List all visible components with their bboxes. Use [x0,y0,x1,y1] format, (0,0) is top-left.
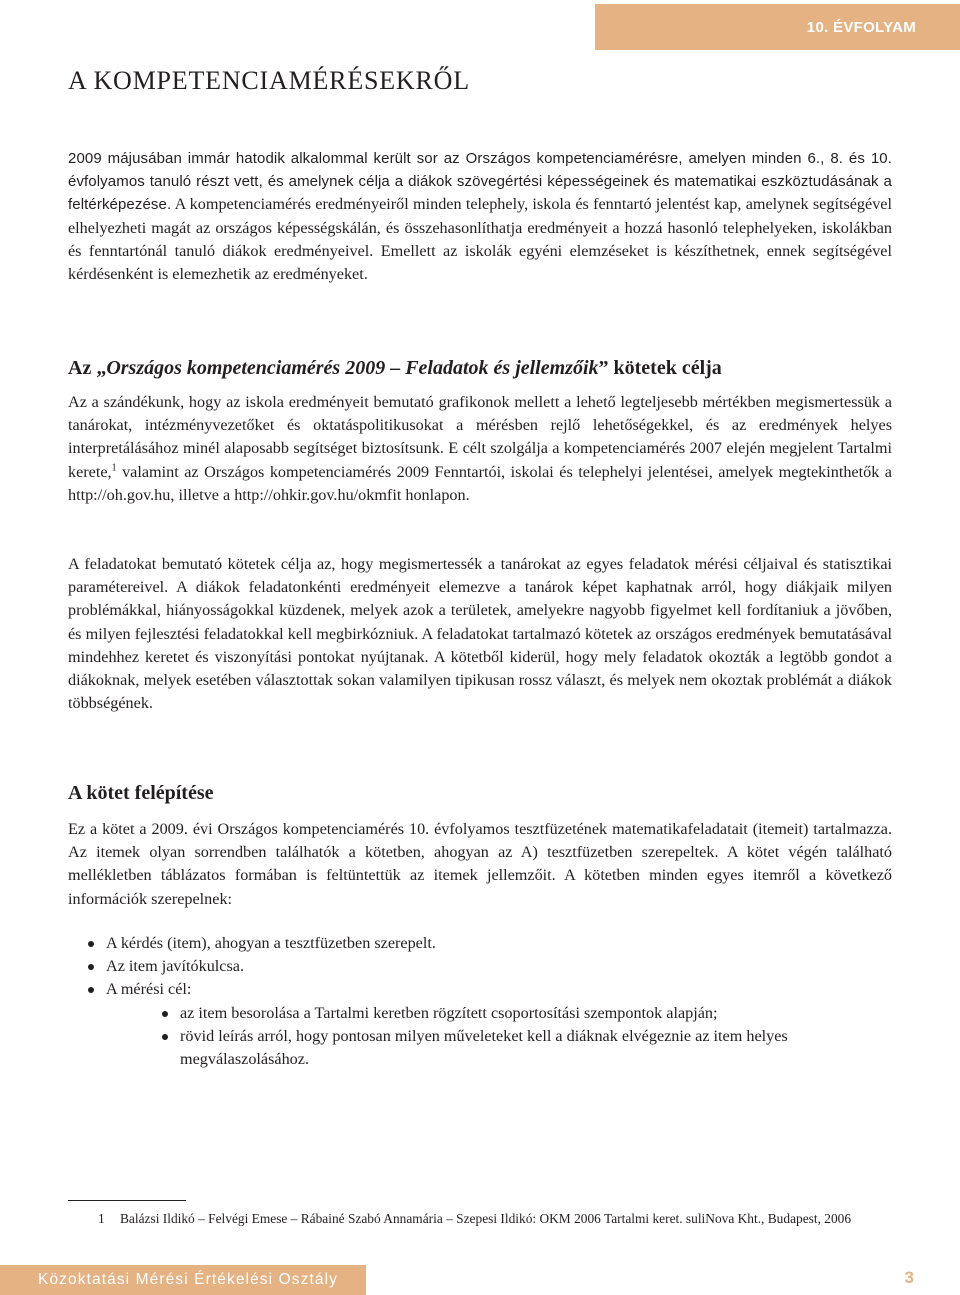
list-item [68,978,892,1071]
info-list [68,932,892,1071]
grade-label: 10. ÉVFOLYAM [806,18,916,36]
footer-organization: Közoktatási Mérési Értékelési Osztály [38,1271,338,1288]
sub-list-item-text: az item besorolása a Tartalmi keretben rögzített csoportosítási szempontok alapján; [180,1003,718,1022]
footnote-number: 1 [98,1211,105,1226]
footnote-divider [68,1200,186,1201]
section-heading-purpose [68,357,722,380]
bullet-icon [88,987,94,993]
purpose-text-a: Az a szándékunk, hogy az iskola eredményeit bemutató grafikonok mellett a lehető legteljesebb mértékben megismertessük a tanárokat, intézményvezetőket és oktatáspolitikusokat a mérésben rejlő lehetőségekkel, és az eredmények helyes interpretálásához minél alaposabb segítséget biztosítsunk. E célt szolgálja a kompetenciamérés 2007 elején megjelent Tartalmi kerete, [68,393,892,481]
sub-list-item [106,1002,892,1025]
purpose-paragraph-2: A feladatokat bemutató kötetek célja az, hogy megismertessék a tanárokat az egyes feladatok mérési céljaival és statisztikai paramétereivel. A diákok feladatonkénti eredményeit elemezve a tanárok képet kaphatnak arról, hogy diákjaik milyen problémákkal, hiányosságokkal küzdenek, melyek azok a területek, amelyekre nagyobb figyelmet kell fordítaniuk a jövőben, és milyen fejlesztési feladatokkal kell megbirkózniuk. A feladatokat tartalmazó kötetek az országos eredmények bemutatásával mindehhez keretet és viszonyítási pontokat nyújtanak. A kötetből kiderül, hogy mely feladatok okozták a legtöbb gondot a diákoknak, melyek esetében választottak sokan valamilyen tipikusan rossz választ, és melyek nem okoztak problémát a diákok többségének. [68,555,892,713]
list-item-text: A mérési cél: [106,980,192,999]
sub-list-item-text: rövid leírás arról, hogy pontosan milyen műveleteket kell a diáknak elvégeznie az item helyes megválaszolásához. [180,1026,788,1069]
page-number: 3 [904,1268,914,1287]
bullet-icon [88,941,94,947]
section-heading-structure: A kötet felépítése [68,782,214,804]
bullet-icon [162,1011,168,1017]
page-title: A KOMPETENCIAMÉRÉSEKRŐL [68,66,470,95]
footnote [98,1208,892,1231]
purpose-paragraph-1 [68,391,892,507]
structure-paragraph: Ez a kötet a 2009. évi Országos kompetenciamérés 10. évfolyamos tesztfüzetének matematikafeladatait (itemeit) tartalmazza. Az itemek olyan sorrendben találhatók a kötetben, ahogyan az A) tesztfüzetben szerepeltek. A kötet végén található mellékletben táblázatos formában is feltüntettük az itemek jellemzőit. A kötetben minden egyes itemről a következő információk szerepelnek: [68,820,892,908]
intro-rest: A kompetenciamérés eredményeiről minden telephely, iskola és fenntartó jelentést kap, amelynek segítségével elhelyezheti magát az országos képességskálán, és összehasonlíthatja eredményeit a hozzá hasonló telephelyeken, iskolákban és fenntartónál tanuló diákok eredményeivel. Emellett az iskolák egyéni elemzéseket is készíthetnek, ennek segítségével kérdésenként is elemezhetik az eredményeket. [68,195,892,284]
footnote-text: Balázsi Ildikó – Felvégi Emese – Rábainé Szabó Annamária – Szepesi Ildikó: OKM 2006 Tartalmi keret. suliNova Kht., Budapest, 2006 [120,1211,852,1226]
purpose-text-b: valamint az Országos kompetenciamérés 2009 Fenntartói, iskolai és telephelyi jelentései, amelyek megtekinthetők a http://oh.gov.hu, illetve a http://ohkir.gov.hu/okmfit honlapon. [68,462,892,504]
list-item-text: A kérdés (item), ahogyan a tesztfüzetben szerepelt. [106,934,436,952]
heading-suffix: ” kötetek célja [598,357,722,379]
footer-bar [0,1265,366,1295]
sub-list [106,1002,892,1072]
bullet-icon [88,964,94,970]
list-item-text: Az item javítókulcsa. [106,957,245,976]
grade-label-tab [595,4,960,50]
heading-italic-title: Országos kompetenciamérés 2009 – Feladatok és jellemzőik [106,357,599,379]
bullet-icon [162,1034,168,1040]
heading-prefix: Az „ [68,357,107,379]
intro-paragraph [68,147,892,286]
list-item [68,955,892,978]
intro-sans-sentence: 2009 májusában immár hatodik alkalommal került sor az Országos kompetenciamérésre, amelyen minden 6., 8. és 10. évfolyamos tanuló részt vett, és amelynek célja a diákok szövegértési képességeinek és matematikai eszköztudásának a feltérképezése. [68,150,892,214]
footnote-reference[interactable]: 1 [111,462,117,474]
sub-list-item [106,1025,892,1071]
list-item [68,932,892,955]
